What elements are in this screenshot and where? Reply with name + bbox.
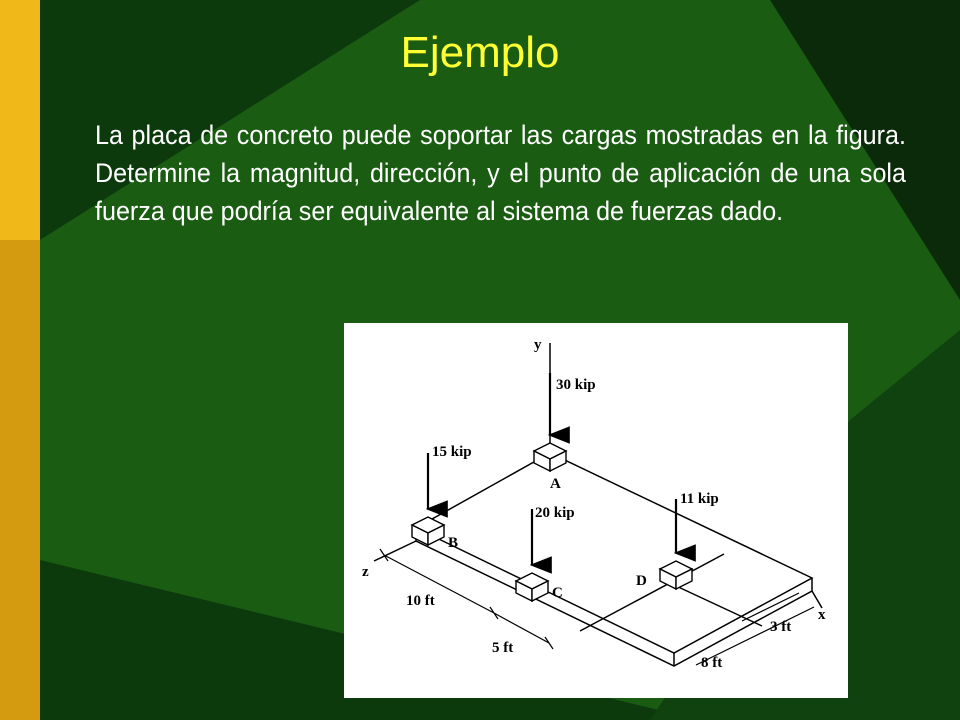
x-axis	[812, 591, 822, 608]
axis-x-label: x	[818, 607, 826, 623]
point-c-label: C	[552, 585, 563, 601]
load-c-label: 20 kip	[535, 505, 575, 521]
slide-title: Ejemplo	[400, 28, 560, 77]
gold-bar-bottom	[0, 240, 40, 720]
dim-8ft-label: 8 ft	[701, 655, 723, 671]
plate-figure	[344, 323, 848, 698]
dim-3ft-label: 3 ft	[770, 619, 792, 635]
point-a-label: A	[550, 476, 561, 492]
point-d-label: D	[636, 573, 647, 589]
dim-line-10ft	[384, 555, 494, 613]
problem-statement: La placa de concreto puede soportar las cargas mostradas en la figura. Determine la magnitud, dirección, y el punto de aplicación de una sola fuerza que podría ser equivalente al sistema de fuerzas dado.	[95, 120, 906, 226]
axis-y-label: y	[534, 337, 542, 353]
load-b-label: 15 kip	[432, 444, 472, 460]
dim-5ft-label: 5 ft	[492, 640, 514, 656]
axis-z-label: z	[362, 564, 369, 580]
dim-line-5ft	[494, 613, 549, 643]
z-axis	[374, 541, 416, 561]
load-a-label: 30 kip	[556, 377, 596, 393]
point-b-label: B	[448, 535, 459, 551]
load-d-label: 11 kip	[680, 491, 719, 507]
dim-10ft-label: 10 ft	[406, 593, 435, 609]
